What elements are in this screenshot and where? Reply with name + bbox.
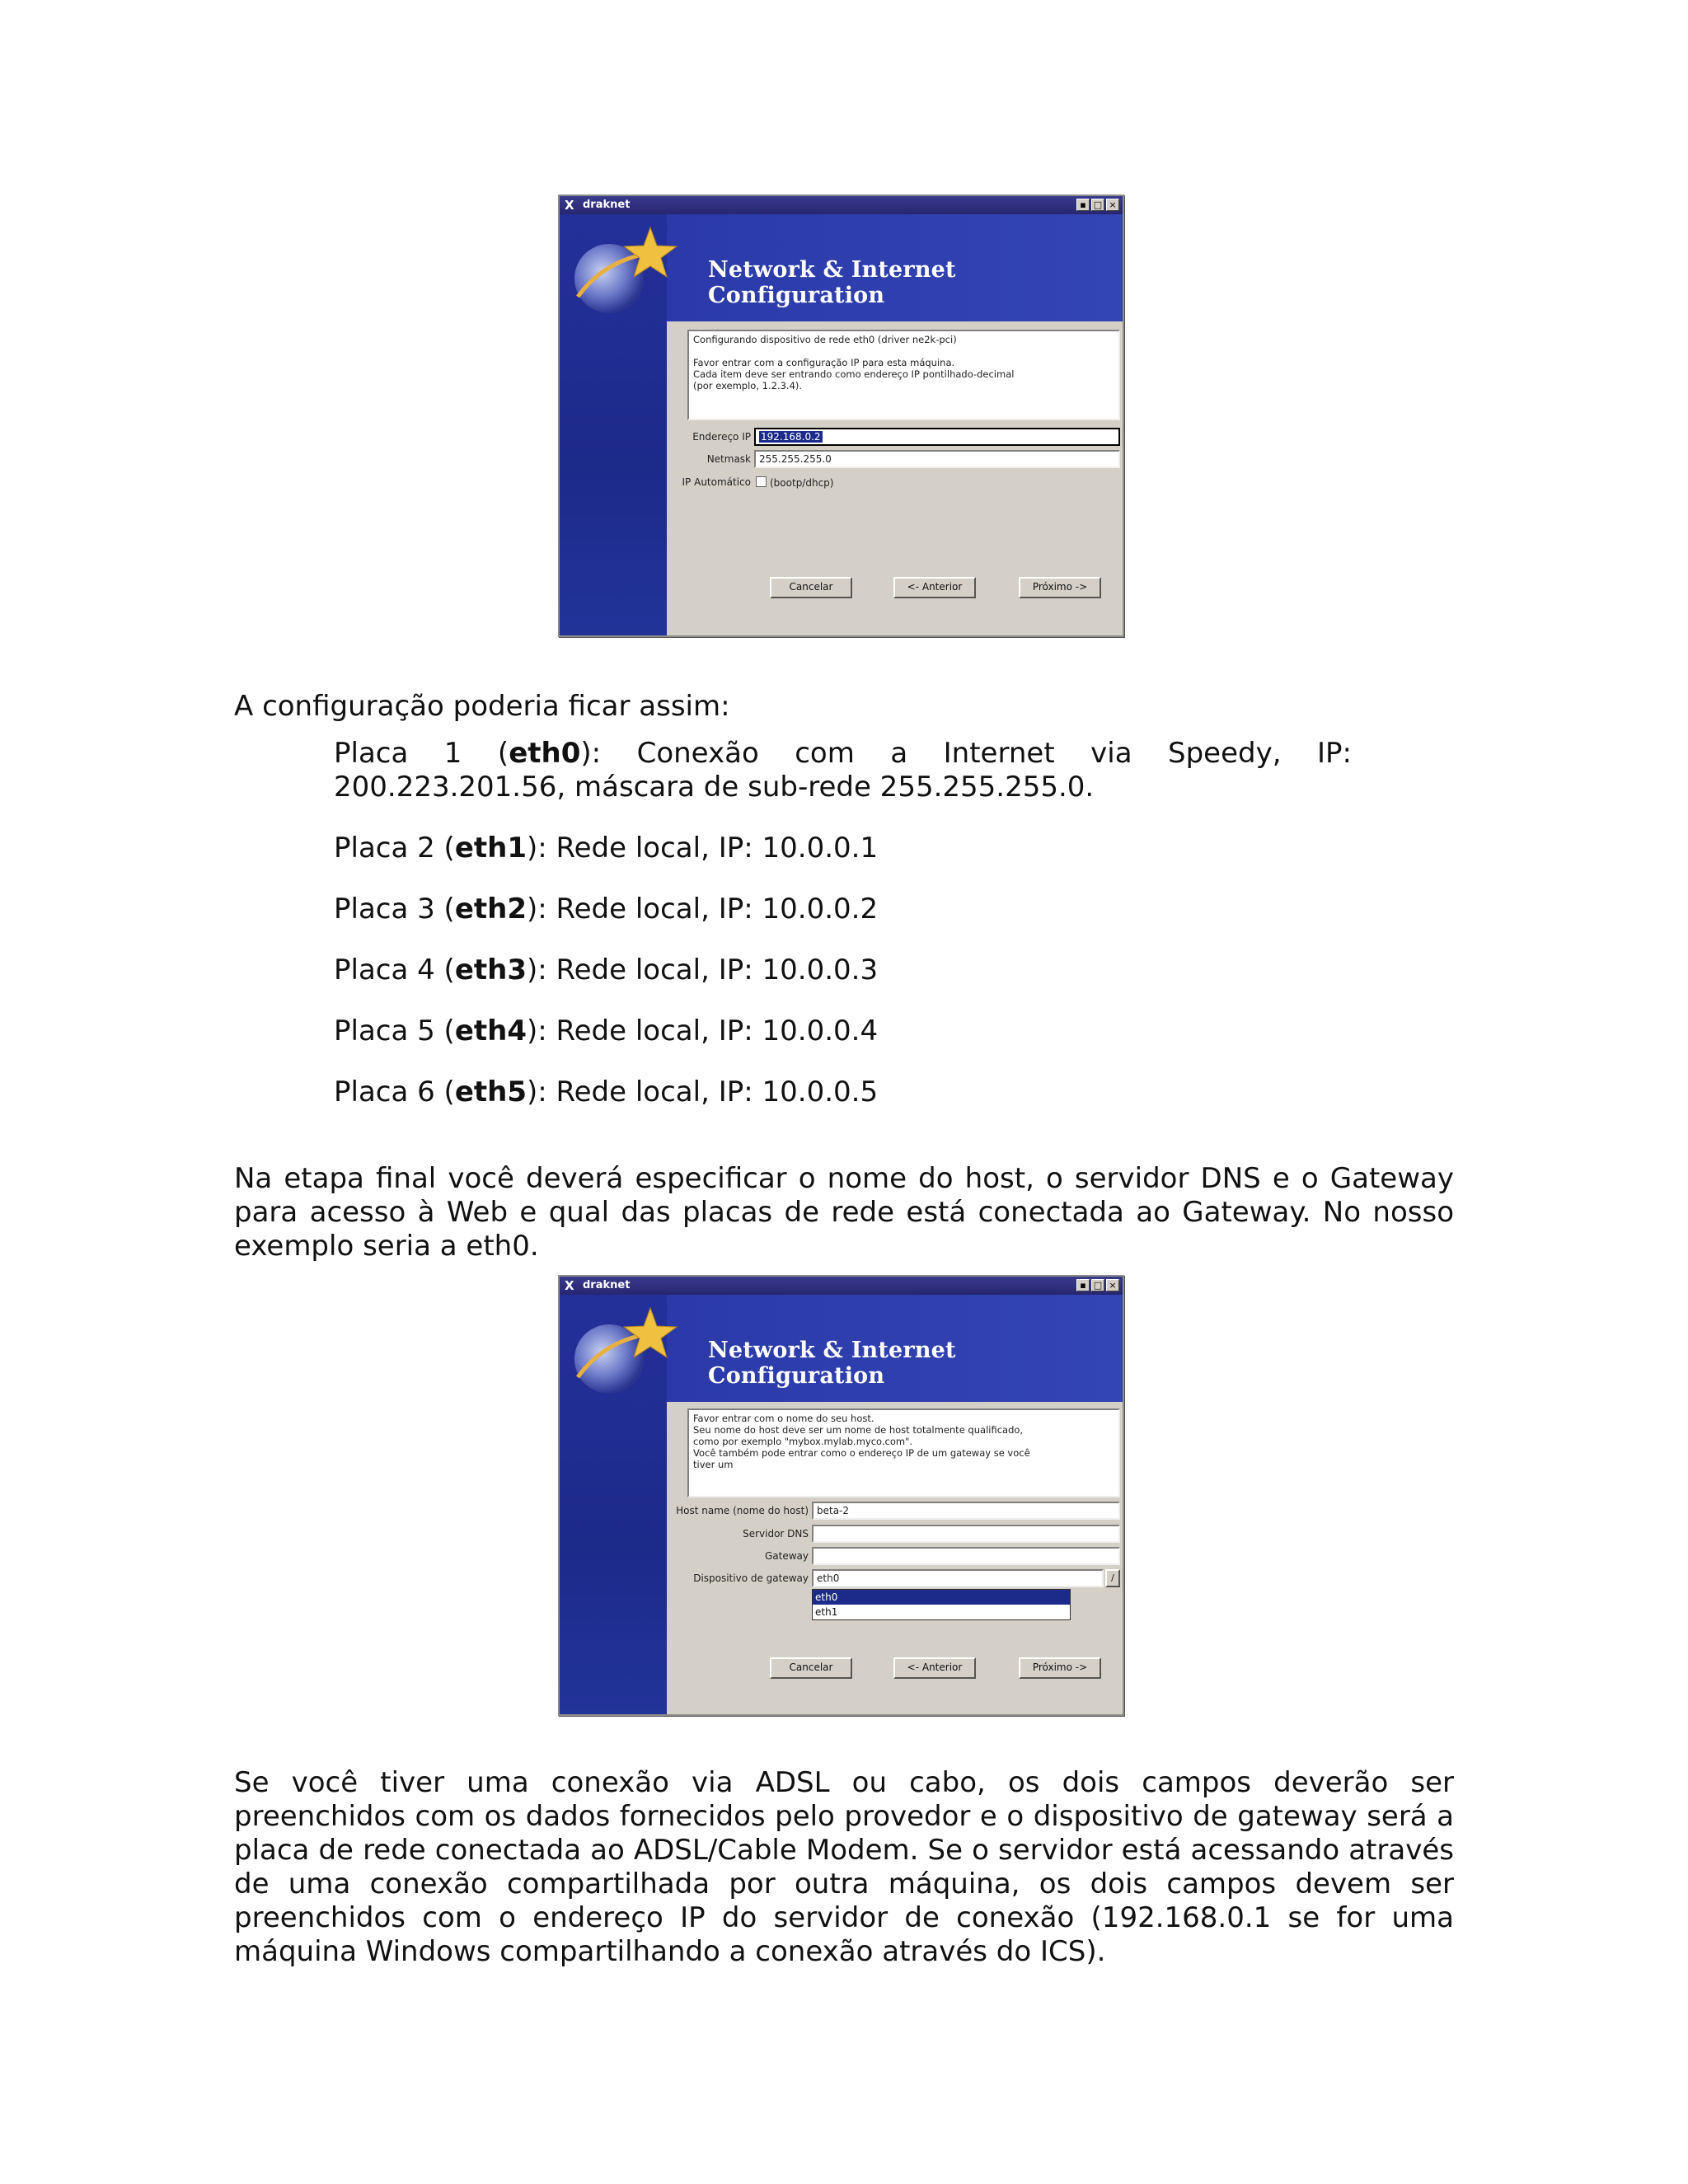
back-button[interactable]: <- Anterior [893,577,976,598]
dns-label: Servidor DNS [743,1528,809,1540]
minimize-button[interactable]: ▪ [1076,1279,1090,1291]
placa-description: ): Conexão com a Internet via Speedy, IP: [580,737,1352,770]
placa-description: ): Rede local, IP: 10.0.0.5 [527,1076,879,1108]
description-box [687,330,1120,420]
close-button[interactable]: × [1106,199,1119,211]
x-logo-icon: X [565,1278,574,1293]
title-bar [560,196,1123,214]
description-line: Favor entrar com a configuração IP para esta máquina. [693,357,955,368]
ip-address-input[interactable] [754,428,1120,446]
wizard-header [667,1295,1123,1402]
gateway-input[interactable] [812,1547,1120,1565]
header-title: Network & Internet Configuration [708,1338,956,1389]
description-line: Cada item deve ser entrando como endereço IP pontilhado-decimal [693,368,1015,380]
globe-star-icon [568,221,679,328]
back-button[interactable]: <- Anterior [893,1657,976,1679]
gateway-label: Gateway [764,1550,809,1562]
screenshot-window-ip-config [558,194,1124,637]
close-button[interactable]: × [1106,1279,1119,1291]
description-line: Configurando dispositivo de rede eth0 (driver ne2k-pci) [693,334,957,345]
placa-4 [334,954,878,987]
placa-description: ): Rede local, IP: 10.0.0.1 [527,832,879,865]
placa-6 [334,1076,878,1109]
placa-prefix: Placa 4 ( [334,954,455,987]
description-line: tiver um [693,1459,734,1470]
gateway-device-dropdown [812,1589,1071,1620]
placa-device: eth3 [454,954,528,987]
ip-address-value: 192.168.0.2 [761,431,821,443]
description-line: Seu nome do host deve ser um nome de host totalmente qualificado, [693,1424,1024,1436]
minimize-button[interactable]: ▪ [1076,199,1090,211]
placa-prefix: Placa 5 ( [334,1015,455,1047]
hostname-label: Host name (nome do host) [676,1505,809,1516]
gateway-device-label: Dispositivo de gateway [693,1572,809,1584]
netmask-label: Netmask [706,453,751,465]
placa-prefix: Placa 6 ( [334,1076,455,1108]
dropdown-option-eth0[interactable]: eth0 [813,1590,1070,1605]
description-line: Você também pode entrar como o endereço IP de um gateway se você [693,1447,1030,1459]
maximize-button[interactable]: □ [1091,199,1104,211]
window-title: draknet [583,199,631,211]
description-line: (por exemplo, 1.2.3.4). [693,380,803,391]
title-bar [560,1277,1123,1295]
cancel-button[interactable]: Cancelar [770,577,852,598]
placa-3 [334,893,878,926]
cancel-button[interactable]: Cancelar [770,1657,852,1679]
placa-5 [334,1015,878,1048]
adsl-paragraph: Se você tiver uma conexão via ADSL ou cabo, os dois campos deverão ser preenchidos com os dados fornecidos pelo provedor e o dispositivo de gateway será a placa de rede conectada ao ADSL/Cable Modem. Se o servidor está acessando através de uma conexão compartilhada por outra máquina, os dois campos devem ser preenchidos com o endereço IP do servidor de conexão (192.168.0.1 se for uma máquina Windows compartilhando a conexão através do ICS). [234,1766,1454,1968]
dns-input[interactable] [812,1525,1120,1543]
placa-device: eth2 [454,893,528,926]
placa-description: ): Rede local, IP: 10.0.0.2 [527,893,879,926]
placa-prefix: Placa 1 ( [334,737,509,770]
checkbox-icon [756,476,767,487]
placa-description: ): Rede local, IP: 10.0.0.4 [527,1015,879,1047]
description-line: Favor entrar com o nome do seu host. [693,1413,874,1424]
dropdown-arrow-icon[interactable]: / [1105,1569,1120,1587]
next-button[interactable]: Próximo -> [1019,1657,1101,1679]
netmask-input[interactable]: 255.255.255.0 [754,450,1120,468]
auto-ip-checkbox[interactable] [756,476,833,489]
placa-description: ): Rede local, IP: 10.0.0.3 [527,954,879,987]
next-button[interactable]: Próximo -> [1019,577,1101,598]
header-title: Network & Internet Configuration [708,257,956,308]
final-step-paragraph: Na etapa final você deverá especificar o nome do host, o servidor DNS e o Gateway para acesso à Web e qual das placas de rede está conectada ao Gateway. No nosso exemplo seria a eth0. [234,1162,1454,1263]
wizard-header [667,214,1123,321]
placa-prefix: Placa 3 ( [334,893,455,926]
description-line [693,345,1114,357]
globe-star-icon [568,1301,679,1408]
dropdown-option-eth1[interactable]: eth1 [815,1606,838,1618]
placa-device: eth0 [509,737,581,770]
description-box [687,1408,1120,1497]
placa-device: eth1 [454,832,528,865]
x-logo-icon: X [565,198,574,213]
screenshot-window-host-config [558,1275,1124,1716]
placa-2 [334,832,878,865]
gateway-device-select[interactable]: eth0 [812,1569,1104,1587]
description-line: como por exemplo "mybox.mylab.myco.com". [693,1436,913,1447]
placa-device: eth5 [454,1076,528,1108]
auto-ip-option-label: (bootp/dhcp) [770,477,834,489]
intro-paragraph: A configuração poderia ficar assim: [234,690,730,723]
placa-1-line-1 [334,737,1352,771]
auto-ip-label: IP Automático [682,476,751,488]
ip-address-label: Endereço IP [692,431,751,443]
hostname-input[interactable]: beta-2 [812,1502,1120,1520]
window-title: draknet [583,1279,631,1291]
placa-1-line-2: 200.223.201.56, máscara de sub-rede 255.255.255.0. [334,771,1095,804]
maximize-button[interactable]: □ [1091,1279,1104,1291]
placa-prefix: Placa 2 ( [334,832,455,865]
placa-device: eth4 [454,1015,528,1047]
